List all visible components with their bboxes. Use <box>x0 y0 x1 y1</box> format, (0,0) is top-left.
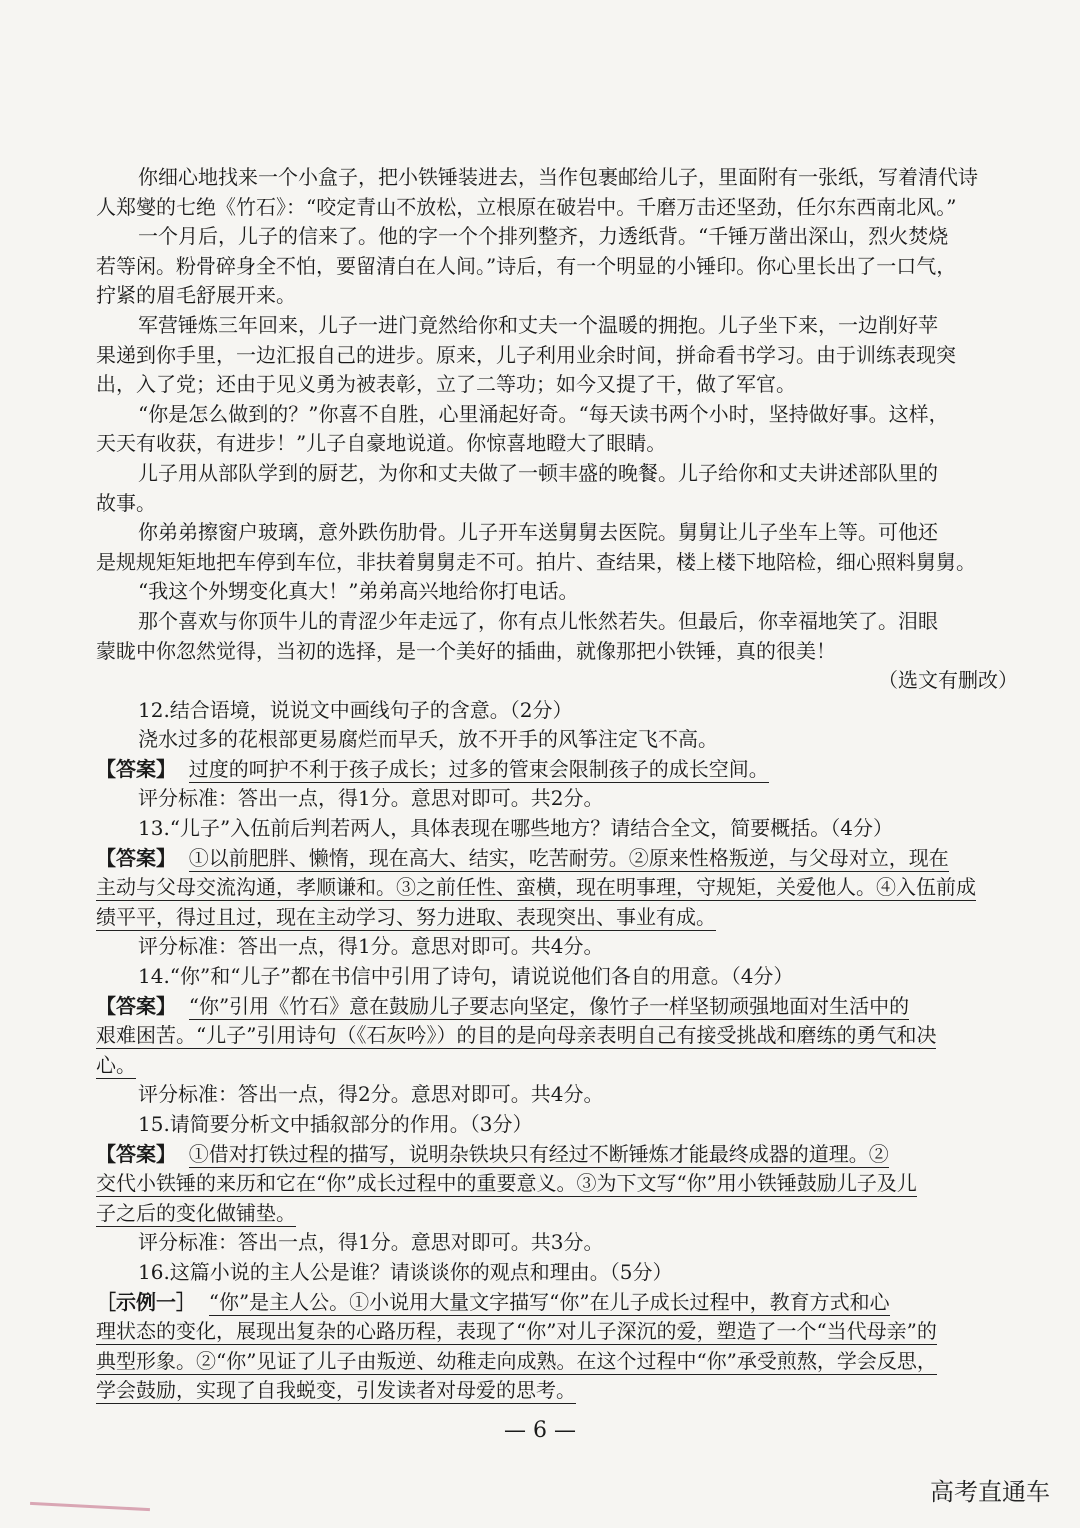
scan-mark <box>30 1502 150 1511</box>
answer-line <box>96 992 1018 1022</box>
scoring-criteria: 评分标准：答出一点，得1分。意思对即可。共2分。 <box>138 786 604 811</box>
answer-line <box>96 1199 1018 1229</box>
source-note: （选文有删改） <box>878 668 1018 693</box>
passage-line: 出，入了党；还由于见义勇为被表彰，立了二等功；如今又提了干，做了军官。 <box>96 372 796 397</box>
underlined-sentence: 浇水过多的花根部更易腐烂而早夭，放不开手的风筝注定飞不高。 <box>138 727 718 752</box>
passage-line: 果递到你手里，一边汇报自己的进步。原来，儿子利用业余时间，拼命看书学习。由于训练表现突 <box>96 342 956 367</box>
answer-text: ①以前肥胖、懒惰，现在高大、结实，吃苦耐劳。②原来性格叛逆，与父母对立，现在 <box>188 845 949 870</box>
answer-text: 子之后的变化做铺垫。 <box>96 1200 296 1225</box>
answer-tag: ［示例一］ <box>96 1289 196 1314</box>
scoring-criteria: 评分标准：答出一点，得1分。意思对即可。共3分。 <box>138 1230 604 1255</box>
answer-text: 典型形象。②“你”见证了儿子由叛逆、幼稚走向成熟。在这个过程中“你”承受煎熬，学会反思， <box>96 1348 937 1373</box>
page-content <box>96 163 1018 1406</box>
answer-text: “你”是主人公。①小说用大量文字描写“你”在儿子成长过程中，教育方式和心 <box>208 1289 890 1314</box>
answer-text: 交代小铁锤的来历和它在“你”成长过程中的重要意义。③为下文写“你”用小铁锤鼓励儿子及儿 <box>96 1171 917 1196</box>
watermark-text: 高考直通车 <box>930 1478 1050 1506</box>
answer-line <box>96 1140 1018 1170</box>
answer-tag: 【答案】 <box>96 1141 176 1166</box>
answer-text: 心。 <box>96 1052 136 1077</box>
question-title: 16.这篇小说的主人公是谁？请谈谈你的观点和理由。（5分） <box>138 1259 673 1284</box>
answer-line <box>96 1021 1018 1051</box>
answer-line <box>96 1317 1018 1347</box>
answer-text: 学会鼓励，实现了自我蜕变，引发读者对母爱的思考。 <box>96 1378 576 1403</box>
answer-line <box>96 1169 1018 1199</box>
page-number: — 6 — <box>504 1418 576 1443</box>
passage-line: 故事。 <box>96 490 156 515</box>
passage-line: 拧紧的眉毛舒展开来。 <box>96 283 296 308</box>
answer-line <box>96 903 1018 933</box>
question-title: 13.“儿子”入伍前后判若两人，具体表现在哪些地方？请结合全文，简要概括。（4分） <box>138 816 893 841</box>
passage-line: 若等闲。粉骨碎身全不怕，要留清白在人间。”诗后，有一个明显的小锤印。你心里长出了一口气， <box>96 253 957 278</box>
passage-line: “你是怎么做到的？”你喜不自胜，心里涌起好奇。“每天读书两个小时，坚持做好事。这样， <box>138 401 949 426</box>
answer-text: 理状态的变化，展现出复杂的心路历程，表现了“你”对儿子深沉的爱，塑造了一个“当代母亲”的 <box>96 1319 937 1344</box>
passage-line: 一个月后，儿子的信来了。他的字一个个排列整齐，力透纸背。“千锤万凿出深山，烈火焚烧 <box>138 224 949 249</box>
answer-text: “你”引用《竹石》意在鼓励儿子要志向坚定，像竹子一样坚韧顽强地面对生活中的 <box>188 993 910 1018</box>
answer-line <box>96 873 1018 903</box>
answer-tag: 【答案】 <box>96 845 176 870</box>
passage-line: 那个喜欢与你顶牛儿的青涩少年走远了，你有点儿怅然若失。但最后，你幸福地笑了。泪眼 <box>138 608 938 633</box>
passage-line: 人郑燮的七绝《竹石》：“咬定青山不放松，立根原在破岩中。千磨万击还坚劲，任尔东西南北风。” <box>96 194 957 219</box>
answer-text: 艰难困苦。“儿子”引用诗句（《石灰吟》）的目的是向母亲表明自己有接受挑战和磨练的勇气和决 <box>96 1023 937 1048</box>
passage-line: 天天有收获，有进步！”儿子自豪地说道。你惊喜地瞪大了眼睛。 <box>96 431 667 456</box>
answer-text: ①借对打铁过程的描写，说明杂铁块只有经过不断锤炼才能最终成器的道理。② <box>188 1141 889 1166</box>
answer-text: 过度的呵护不利于孩子成长；过多的管束会限制孩子的成长空间。 <box>188 756 769 781</box>
answer-line <box>96 844 1018 874</box>
answer-line <box>96 1288 1018 1318</box>
scoring-criteria: 评分标准：答出一点，得2分。意思对即可。共4分。 <box>138 1082 604 1107</box>
answer-tag: 【答案】 <box>96 756 176 781</box>
question-title: 15.请简要分析文中插叙部分的作用。（3分） <box>138 1112 533 1136</box>
answer-line <box>96 1051 1018 1081</box>
scoring-criteria: 评分标准：答出一点，得1分。意思对即可。共4分。 <box>138 934 604 959</box>
passage-line: 是规规矩矩地把车停到车位，非扶着舅舅走不可。拍片、查结果，楼上楼下地陪检，细心照料舅舅。 <box>96 549 976 574</box>
question-title: 14.“你”和“儿子”都在书信中引用了诗句，请说说他们各自的用意。（4分） <box>138 964 794 989</box>
passage-line: 儿子用从部队学到的厨艺，为你和丈夫做了一顿丰盛的晚餐。儿子给你和丈夫讲述部队里的 <box>138 460 938 485</box>
answer-line <box>96 1376 1018 1406</box>
passage-line: 你弟弟擦窗户玻璃，意外跌伤肋骨。儿子开车送舅舅去医院。舅舅让儿子坐车上等。可他还 <box>138 520 938 545</box>
passage-line: 军营锤炼三年回来，儿子一进门竟然给你和丈夫一个温暖的拥抱。儿子坐下来，一边削好苹 <box>138 312 938 337</box>
passage-line: “我这个外甥变化真大！”弟弟高兴地给你打电话。 <box>138 579 579 604</box>
answer-line <box>96 1347 1018 1377</box>
answer-text: 主动与父母交流沟通，孝顺谦和。③之前任性、蛮横，现在明事理，守规矩，关爱他人。④入伍前成 <box>96 875 976 900</box>
answer-tag: 【答案】 <box>96 993 176 1018</box>
question-title: 12.结合语境，说说文中画线句子的含意。（2分） <box>138 697 573 722</box>
answer-line <box>96 755 1018 785</box>
passage-line: 蒙眬中你忽然觉得，当初的选择，是一个美好的插曲，就像那把小铁锤，真的很美！ <box>96 638 836 663</box>
passage-line: 你细心地找来一个小盒子，把小铁锤装进去，当作包裹邮给儿子，里面附有一张纸，写着清代诗 <box>138 165 978 189</box>
answer-text: 绩平平，得过且过，现在主动学习、努力进取、表现突出、事业有成。 <box>96 904 716 929</box>
